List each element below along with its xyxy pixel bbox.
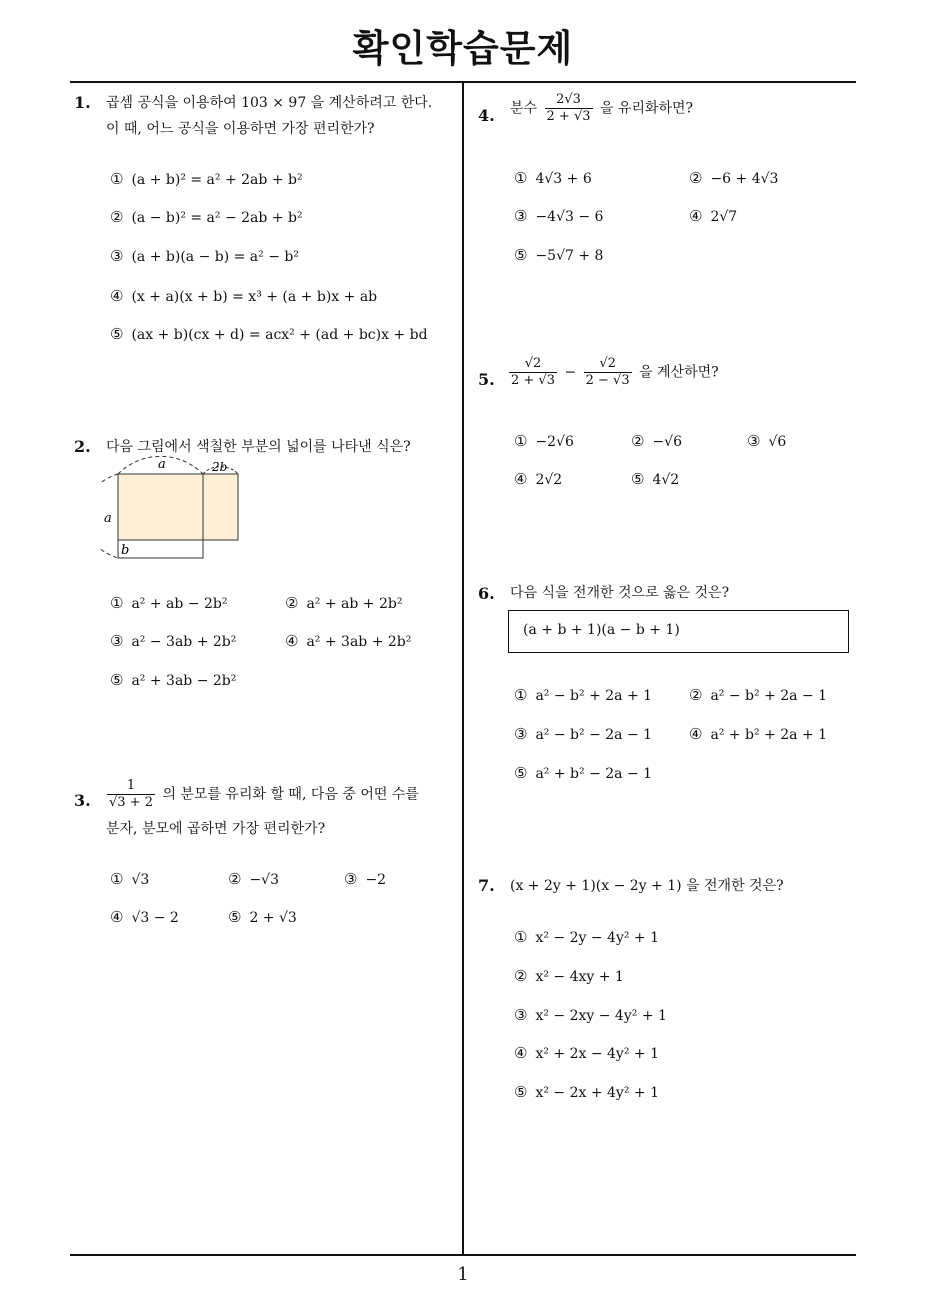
- answer-option-1[interactable]: ① −2√6: [514, 432, 574, 450]
- answer-option-1[interactable]: ① √3: [110, 870, 150, 888]
- answer-option-5[interactable]: ⑤ 4√2: [631, 470, 680, 488]
- answer-option-4[interactable]: ④ 2√2: [514, 470, 563, 488]
- answer-option-5[interactable]: ⑤ x² − 2x + 4y² + 1: [514, 1083, 659, 1101]
- answer-option-3[interactable]: ③ −2: [344, 870, 387, 888]
- answer-option-2[interactable]: ② −6 + 4√3: [689, 169, 779, 187]
- question-text: 이 때, 어느 공식을 이용하면 가장 편리한가?: [106, 121, 375, 137]
- answer-option-2[interactable]: ② (a − b)² = a² − 2ab + b²: [110, 208, 303, 226]
- label-a-top: a: [158, 457, 166, 472]
- answer-option-4[interactable]: ④ 2√7: [689, 207, 738, 225]
- answer-option-2[interactable]: ② x² − 4xy + 1: [514, 967, 624, 985]
- answer-option-3[interactable]: ③ x² − 2xy − 4y² + 1: [514, 1006, 667, 1024]
- answer-option-4[interactable]: ④ x² + 2x − 4y² + 1: [514, 1044, 659, 1062]
- boxed-expression: (a + b + 1)(a − b + 1): [523, 622, 680, 638]
- question-number: 3.: [74, 791, 91, 810]
- label-2b: 2b: [212, 460, 228, 474]
- fraction: $\frac{1}{√3 + 2}$: [109, 778, 153, 810]
- column-divider: [462, 82, 464, 1254]
- question-text: 다음 식을 전개한 것으로 옳은 것은?: [510, 585, 730, 601]
- answer-option-3[interactable]: ③ √6: [747, 432, 787, 450]
- answer-option-5[interactable]: ⑤ a² + b² − 2a − 1: [514, 764, 653, 782]
- question-number: 6.: [478, 584, 495, 603]
- answer-option-1[interactable]: ① a² − b² + 2a + 1: [514, 686, 653, 704]
- area-figure: [100, 456, 250, 564]
- answer-option-3[interactable]: ③ (a + b)(a − b) = a² − b²: [110, 247, 299, 265]
- expression-box: [508, 610, 849, 653]
- fraction: $\frac{√2}{2 - √3}$: [585, 356, 630, 388]
- answer-option-2[interactable]: ② a² + ab + 2b²: [285, 594, 403, 612]
- label-a-left: a: [104, 511, 112, 526]
- page-number: 1: [457, 1264, 469, 1285]
- fraction: $\frac{2√3}{2 + √3}$: [546, 92, 591, 124]
- answer-option-4[interactable]: ④ √3 − 2: [110, 908, 179, 926]
- answer-option-4[interactable]: ④ a² + 3ab + 2b²: [285, 632, 412, 650]
- question-number: 4.: [478, 106, 495, 125]
- answer-option-1[interactable]: ① x² − 2y − 4y² + 1: [514, 928, 660, 946]
- answer-option-3[interactable]: ③ a² − 3ab + 2b²: [110, 632, 237, 650]
- label-b: b: [121, 543, 130, 558]
- question-number: 1.: [74, 93, 91, 112]
- question-text: (x + 2y + 1)(x − 2y + 1) 을 전개한 것은?: [510, 878, 784, 894]
- answer-option-3[interactable]: ③ −4√3 − 6: [514, 207, 604, 225]
- question-text: $\frac{1}{√3 + 2}$ 의 분모를 유리화 할 때, 다음 중 어떤 수를: [109, 778, 419, 810]
- answer-option-5[interactable]: ⑤ −5√7 + 8: [514, 246, 604, 264]
- answer-option-5[interactable]: ⑤ a² + 3ab − 2b²: [110, 671, 237, 689]
- question-text: 분수 $\frac{2√3}{2 + √3}$ 을 유리화하면?: [510, 92, 694, 124]
- question-number: 2.: [74, 437, 91, 456]
- answer-option-2[interactable]: ② −√3: [228, 870, 280, 888]
- answer-option-1[interactable]: ① (a + b)² = a² + 2ab + b²: [110, 170, 303, 188]
- question-number: 5.: [478, 370, 495, 389]
- bottom-rule: [70, 1254, 856, 1256]
- shaded-region: [118, 474, 238, 540]
- question-text: 분자, 분모에 곱하면 가장 편리한가?: [106, 821, 326, 837]
- question-text: $\frac{√2}{2 + √3}$ − $\frac{√2}{2 - √3}$ 을 계산하면?: [511, 356, 719, 388]
- answer-option-2[interactable]: ② a² − b² + 2a − 1: [689, 686, 828, 704]
- question-text: 다음 그림에서 색칠한 부분의 넓이를 나타낸 식은?: [106, 439, 411, 455]
- page-title: 확인학습문제: [352, 27, 574, 70]
- answer-option-4[interactable]: ④ (x + a)(x + b) = x³ + (a + b)x + ab: [110, 287, 378, 305]
- answer-option-2[interactable]: ② −√6: [631, 432, 683, 450]
- answer-option-4[interactable]: ④ a² + b² + 2a + 1: [689, 725, 828, 743]
- answer-option-1[interactable]: ① a² + ab − 2b²: [110, 594, 228, 612]
- answer-option-5[interactable]: ⑤ (ax + b)(cx + d) = acx² + (ad + bc)x + bd: [110, 325, 428, 343]
- answer-option-5[interactable]: ⑤ 2 + √3: [228, 908, 297, 926]
- question-text: 곱셈 공식을 이용하여 103 × 97 을 계산하려고 한다.: [106, 95, 433, 111]
- question-number: 7.: [478, 876, 495, 895]
- answer-option-3[interactable]: ③ a² − b² − 2a − 1: [514, 725, 653, 743]
- answer-option-1[interactable]: ① 4√3 + 6: [514, 169, 592, 187]
- fraction: $\frac{√2}{2 + √3}$: [511, 356, 555, 388]
